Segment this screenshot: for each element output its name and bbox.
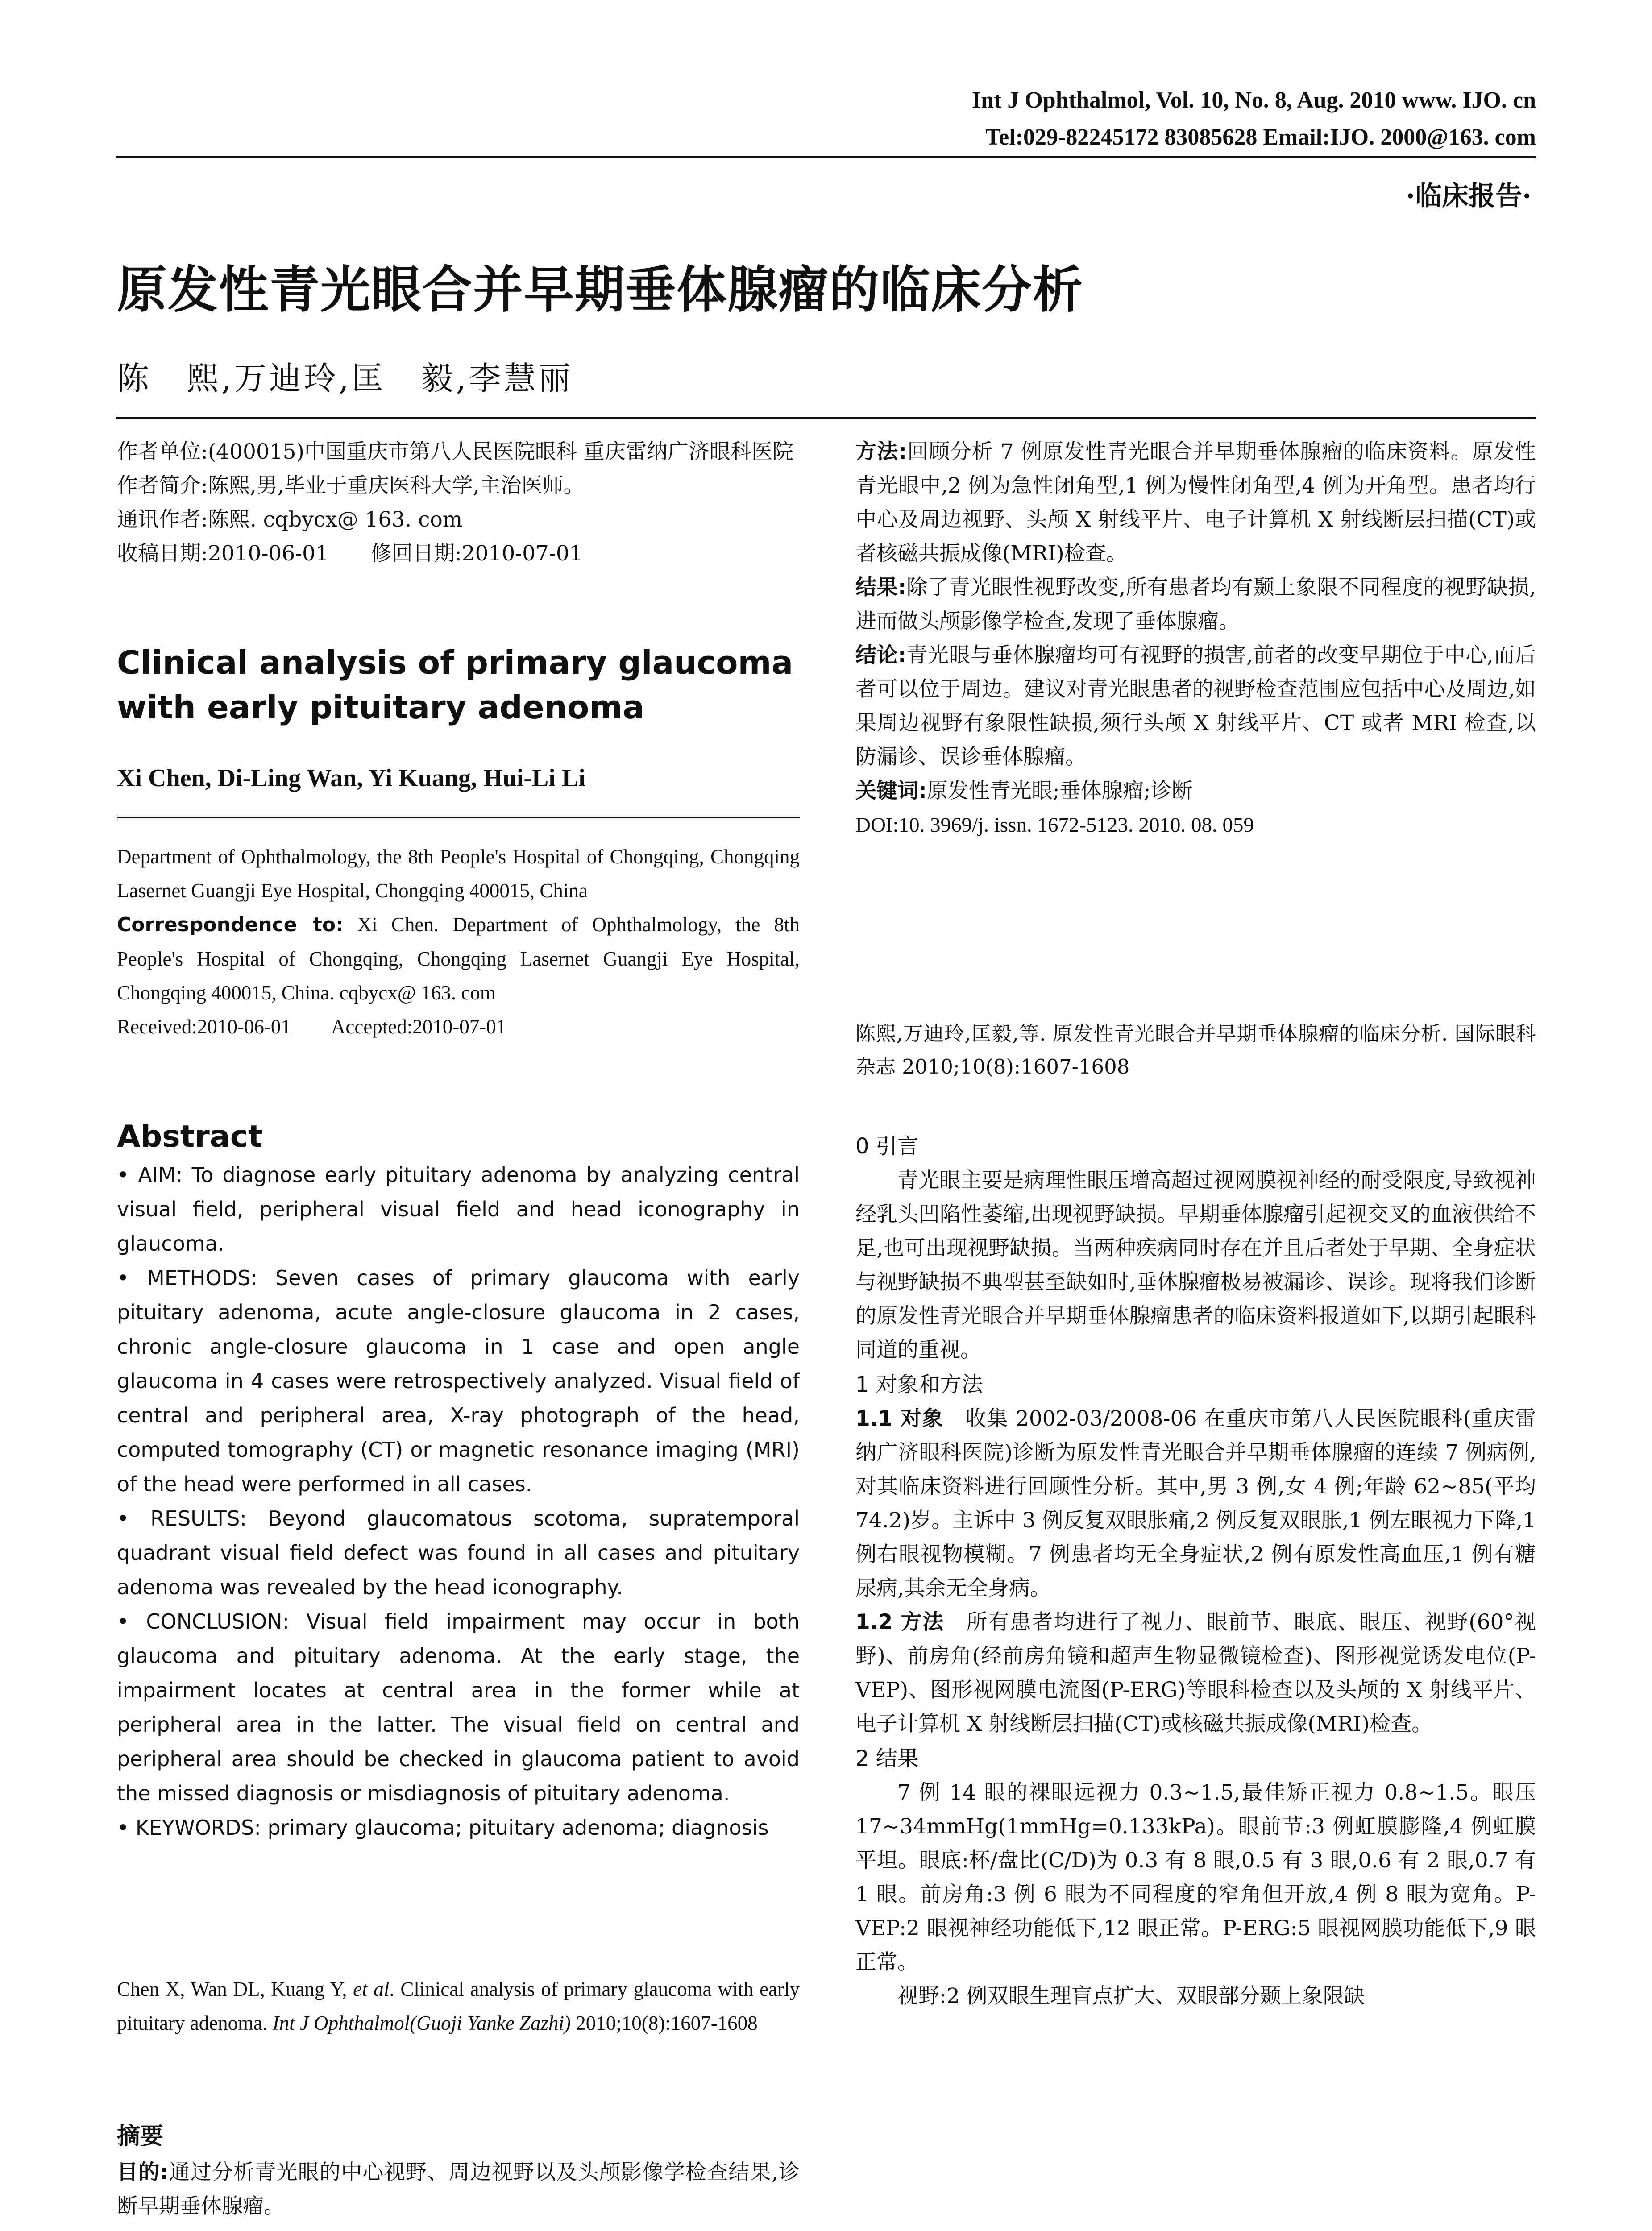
aim-cn-label: 目的: <box>117 2160 169 2185</box>
section-2-paragraph-1: 7 例 14 眼的裸眼远视力 0.3~1.5,最佳矫正视力 0.8~1.5。眼压 17~34mmHg(1mmHg=0.133kPa)。眼前节:3 例虹膜膨隆,4 例虹膜平坦。眼底:杯/盘比(C/D)为 0.3 有 8 眼,0.5 有 3 眼,0.6 有 2 眼,0.7 有 1 眼。前房角:3 例 6 眼为不同程度的窄角但开放,4 例 8 眼为宽角。P-VEP:2 眼视神经功能低下,12 眼正常。P-ERG:5 眼视网膜功能低下,9 眼正常。 <box>855 1780 1536 1974</box>
conclusion-label: • CONCLUSION: <box>117 1609 290 1634</box>
section-2-heading: 2 结果 <box>855 1746 919 1771</box>
section-1-1-label: 1.1 对象 <box>855 1406 944 1431</box>
citation-title: . Clinical analysis of primary glaucoma with early pituitary adenoma. <box>117 1978 800 2034</box>
keywords-text: primary glaucoma; pituitary adenoma; diagnosis <box>261 1816 769 1840</box>
corr-text: Xi Chen. Department of Ophthalmology, the 8th People's Hospital of Chongqing, Chongqing Lasernet Guangji Eye Hospital, Chongqing 400015, China. cqbycx@ 163. com <box>117 913 800 1004</box>
section-0-paragraph: 青光眼主要是病理性眼压增高超过视网膜视神经的耐受限度,导致视神经乳头凹陷性萎缩,出现视野缺损。早期垂体腺瘤引起视交叉的血液供给不足,也可出现视野缺损。当两种疾病同时存在并且后者处于早期、全身症状与视野缺损不典型甚至缺如时,垂体腺瘤极易被漏诊、误诊。现将我们诊断的原发性青光眼合并早期垂体腺瘤患者的临床资料报道如下,以期引起眼科同道的重视。 <box>855 1168 1536 1362</box>
affiliation-rule <box>117 817 800 818</box>
conclusion-cn-text: 青光眼与垂体腺瘤均可有视野的损害,前者的改变早期位于中心,而后者可以位于周边。建议对青光眼患者的视野检查范围应包括中心及周边,如果周边视野有象限性缺损,须行头颅 X 射线平片、CT 或者 MRI 检查,以防漏诊、误诊垂体腺瘤。 <box>855 643 1536 769</box>
affiliation-en-block <box>117 840 800 1044</box>
methods-cn-label: 方法: <box>855 440 907 464</box>
author-dates: 收稿日期:2010-06-01 修回日期:2010-07-01 <box>117 541 583 566</box>
keywords-cn-label: 关键词: <box>855 779 927 803</box>
abstract-cn-start <box>117 2117 800 2223</box>
citation-authors: Chen X, Wan DL, Kuang Y, <box>117 1978 353 2000</box>
abstract-cn-heading: 摘要 <box>117 2123 164 2150</box>
keywords-label: • KEYWORDS: <box>117 1816 261 1840</box>
abstract-en-block <box>117 1116 800 1845</box>
methods-label: • METHODS: <box>117 1266 257 1290</box>
author-info-block <box>117 435 800 571</box>
author-unit: 作者单位:(400015)中国重庆市第八人民医院眼科 重庆雷纳广济眼科医院 <box>117 440 793 464</box>
page-title: 原发性青光眼合并早期垂体腺瘤的临床分析 <box>117 261 1083 319</box>
aim-cn-text: 通过分析青光眼的中心视野、周边视野以及头颅影像学检查结果,诊断早期垂体腺瘤。 <box>117 2160 800 2219</box>
doi: DOI:10. 3969/j. issn. 1672-5123. 2010. 08. 059 <box>855 813 1254 837</box>
title-rule <box>116 417 1536 419</box>
citation-volume: 2010;10(8):1607-1608 <box>570 2012 758 2034</box>
corr-label: Correspondence to: <box>117 913 344 936</box>
authors-cn: 陈 熙,万迪玲,匡 毅,李慧丽 <box>117 360 573 397</box>
results-label: • RESULTS: <box>117 1506 247 1530</box>
citation-cn-block <box>855 1017 1536 1083</box>
results-cn-label: 结果: <box>855 575 906 600</box>
section-2-paragraph-2: 视野:2 例双眼生理盲点扩大、双眼部分颞上象限缺 <box>897 1984 1365 2008</box>
section-0-heading: 0 引言 <box>855 1134 919 1159</box>
header-rule <box>116 156 1536 158</box>
conclusion-text: Visual field impairment may occur in both glaucoma and pituitary adenoma. At the early stage, the impairment locates at central area in the former while at peripheral area in the latter. The visual field on central and peripheral area should be checked in glaucoma patient to avoid the missed diagnosis or misdiagnosis of pituitary adenoma. <box>117 1609 800 1805</box>
citation-en-block <box>117 1972 800 2040</box>
english-title: Clinical analysis of primary glaucoma with early pituitary adenoma <box>117 644 793 726</box>
english-title-block <box>117 640 800 730</box>
keywords-cn-text: 原发性青光眼;垂体腺瘤;诊断 <box>926 779 1193 803</box>
abstract-cn-continued <box>855 435 1536 842</box>
results-text: Beyond glaucomatous scotoma, supratemporal quadrant visual field defect was found in all cases and pituitary adenoma was revealed by the head iconography. <box>117 1506 800 1599</box>
author-bio: 作者简介:陈熙,男,毕业于重庆医科大学,主治医师。 <box>117 473 585 498</box>
journal-header-line1: Int J Ophthalmol, Vol. 10, No. 8, Aug. 2010 www. IJO. cn <box>971 87 1536 113</box>
body-text <box>855 1129 1536 2013</box>
section-1-2-label: 1.2 方法 <box>855 1610 945 1634</box>
citation-etal: et al <box>353 1978 390 2000</box>
affiliation-dates: Received:2010-06-01 Accepted:2010-07-01 <box>117 1016 506 1038</box>
abstract-heading: Abstract <box>117 1119 263 1154</box>
methods-cn-text: 回顾分析 7 例原发性青光眼合并早期垂体腺瘤的临床资料。原发性青光眼中,2 例为急性闭角型,1 例为慢性闭角型,4 例为开角型。患者均行中心及周边视野、头颅 X 射线平片、电子计算机 X 射线断层扫描(CT)或者核磁共振成像(MRI)检查。 <box>855 440 1536 566</box>
aim-label: • AIM: <box>117 1163 183 1187</box>
author-corr: 通讯作者:陈熙. cqbycx@ 163. com <box>117 507 463 532</box>
section-tag: ·临床报告· <box>1406 181 1532 212</box>
section-1-1-text: 收集 2002-03/2008-06 在重庆市第八人民医院眼科(重庆雷纳广济眼科医院)诊断为原发性青光眼合并早期垂体腺瘤的连续 7 例病例,对其临床资料进行回顾性分析。其中,男 3 例,女 4 例;年龄 62~85(平均 74.2)岁。主诉中 3 例反复双眼胀痛,2 例反复双眼胀,1 例左眼视力下降,1 例右眼视物模糊。7 例患者均无全身症状,2 例有原发性高血压,1 例有糖尿病,其余无全身病。 <box>855 1406 1536 1601</box>
results-cn-text: 除了青光眼性视野改变,所有患者均有颞上象限不同程度的视野缺损,进而做头颅影像学检查,发现了垂体腺瘤。 <box>855 575 1536 634</box>
methods-text: Seven cases of primary glaucoma with early pituitary adenoma, acute angle-closure glaucoma in 2 cases, chronic angle-closure glaucoma in 1 case and open angle glaucoma in 4 cases were retrospectively analyzed. Visual field of central and peripheral area, X-ray photograph of the head, computed tomography (CT) or magnetic resonance imaging (MRI) of the head were performed in all cases. <box>117 1266 800 1496</box>
citation-journal: Int J Ophthalmol(Guoji Yanke Zazhi) <box>272 2012 571 2034</box>
citation-cn: 陈熙,万迪玲,匡毅,等. 原发性青光眼合并早期垂体腺瘤的临床分析. 国际眼科杂志 2010;10(8):1607-1608 <box>855 1022 1536 1078</box>
journal-header-line2: Tel:029-82245172 83085628 Email:IJO. 2000@163. com <box>985 124 1536 150</box>
conclusion-cn-label: 结论: <box>855 643 906 668</box>
section-1-heading: 1 对象和方法 <box>855 1372 983 1397</box>
affiliation-dept: Department of Ophthalmology, the 8th People's Hospital of Chongqing, Chongqing Lasernet Guangji Eye Hospital, Chongqing 400015, China <box>117 846 800 902</box>
section-1-2-text: 所有患者均进行了视力、眼前节、眼底、眼压、视野(60°视野)、前房角(经前房角镜和超声生物显微镜检查)、图形视觉诱发电位(P-VEP)、图形视网膜电流图(P-ERG)等眼科检查以及头颅的 X 射线平片、电子计算机 X 射线断层扫描(CT)或核磁共振成像(MRI)检查。 <box>855 1610 1536 1736</box>
aim-text: To diagnose early pituitary adenoma by analyzing central visual field, peripheral visual field and head iconography in glaucoma. <box>117 1163 800 1256</box>
authors-en: Xi Chen, Di-Ling Wan, Yi Kuang, Hui-Li Li <box>117 764 585 792</box>
